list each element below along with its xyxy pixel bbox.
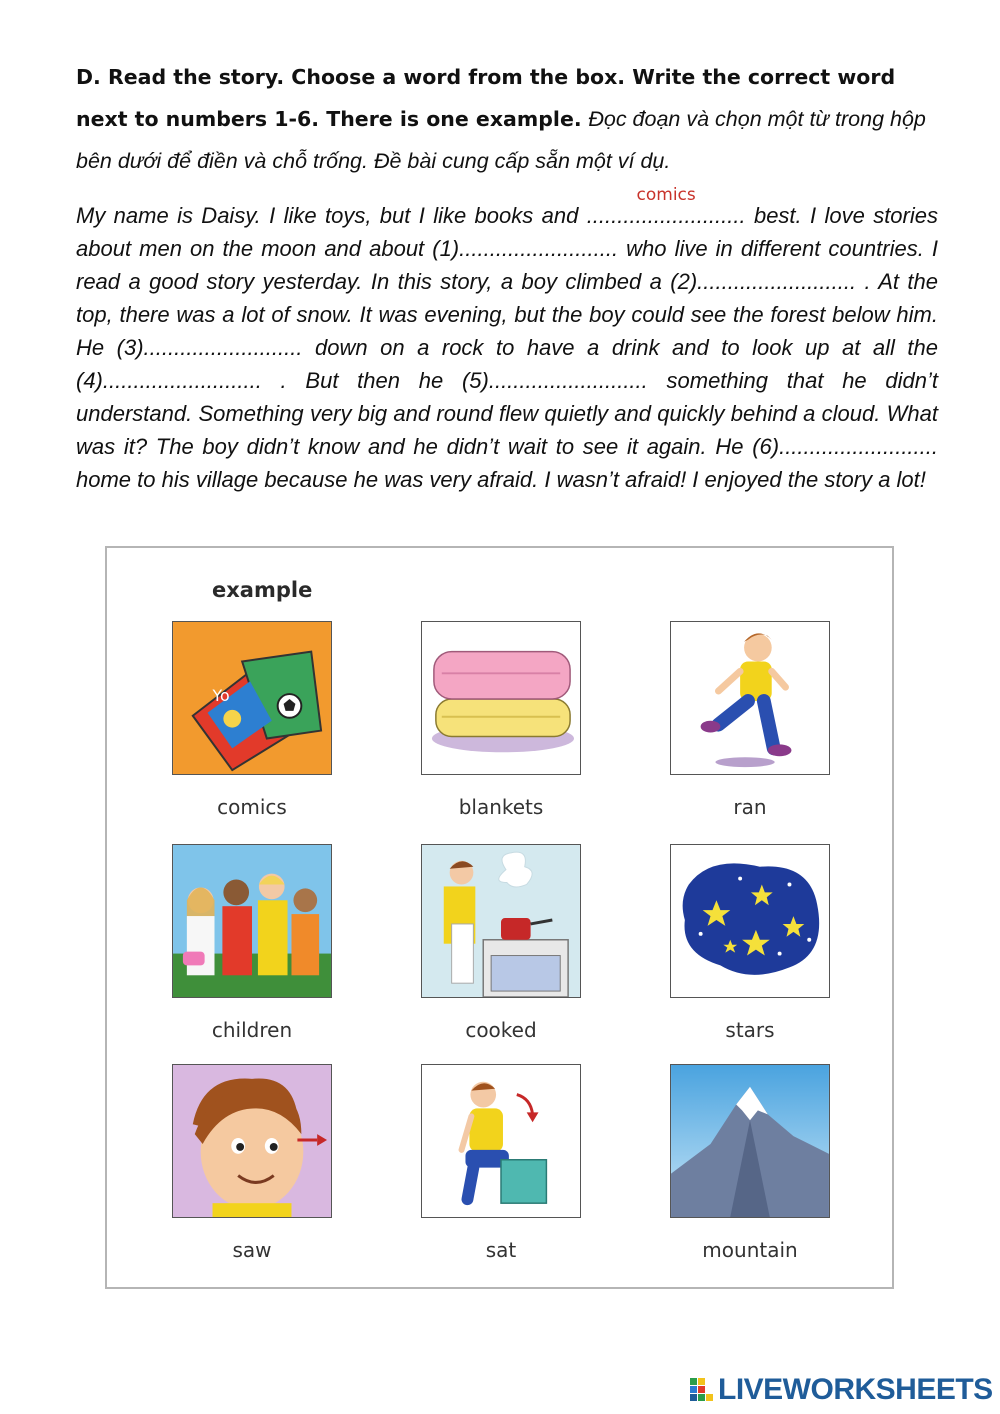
ran-picture [670, 621, 830, 775]
blank-3[interactable]: (3).......................... [116, 335, 303, 360]
story-text: . At the top, there was a lot of snow. It was evening, but the boy could see the forest below him. He [76, 269, 938, 360]
story-text: home to his village because he was very afraid. I wasn’t afraid! I enjoyed the story a lot! [76, 467, 926, 492]
saw-picture [172, 1064, 332, 1218]
word-sat: sat [485, 1238, 517, 1262]
mountain-picture [670, 1064, 830, 1218]
word-saw: saw [232, 1238, 272, 1262]
word-children: children [211, 1018, 293, 1042]
example-label: example [212, 578, 313, 602]
blank-5[interactable]: (5).......................... [461, 368, 648, 393]
card-stars [670, 844, 830, 1042]
blank-1[interactable]: (1).......................... [432, 236, 619, 261]
word-cooked: cooked [465, 1018, 537, 1042]
stars-picture [670, 844, 830, 998]
card-mountain [670, 1064, 830, 1262]
comics-picture [172, 621, 332, 775]
story-text: best. I love stories about men on the moon and about [76, 203, 938, 261]
cooked-picture [421, 844, 581, 998]
story-text: . But then he [261, 368, 462, 393]
story-text: something that he didn’t understand. Something very big and round flew quietly and quickly behind a cloud. What was it? The boy didn’t know and he didn’t wait to see it again. He [76, 368, 938, 459]
card-blankets [421, 621, 581, 819]
word-comics: comics [217, 795, 287, 819]
story-text: down on a rock to have a drink and to look up at all the [302, 335, 938, 360]
word-blankets: blankets [458, 795, 544, 819]
example-blank: .......................... comics [586, 185, 746, 228]
card-comics [172, 621, 332, 819]
word-mountain: mountain [702, 1238, 798, 1262]
word-stars: stars [725, 1018, 775, 1042]
children-picture [172, 844, 332, 998]
story-text: My name is Daisy. I like toys, but I like books and [76, 203, 587, 228]
svg-text:Yo: Yo [212, 685, 230, 705]
instructions [76, 56, 942, 182]
instruction-vietnamese: Đọc đoạn và chọn một từ trong hộp bên dưới để điền và chỗ trống. Đề bài cung cấp sẵn một ví dụ. [76, 107, 926, 173]
blankets-picture [421, 621, 581, 775]
blank-2[interactable]: (2).......................... [670, 269, 857, 294]
blank-6[interactable]: (6).......................... [752, 434, 938, 459]
card-ran [670, 621, 830, 819]
blank-4[interactable]: (4).......................... [76, 368, 262, 393]
liveworksheets-logo[interactable] [690, 1372, 993, 1408]
card-cooked [421, 844, 581, 1042]
card-saw [172, 1064, 332, 1262]
story-paragraph [76, 185, 939, 496]
sat-picture [421, 1064, 581, 1218]
card-sat [421, 1064, 581, 1262]
example-answer: comics [636, 185, 696, 205]
logo-mark-icon [690, 1378, 714, 1402]
instruction-text: D. Read the story. Choose a word from the box. Write the correct word next to numbers 1-6. There is one example. [76, 65, 896, 131]
logo-text: LIVEWORKSHEETS [718, 1373, 993, 1406]
word-ran: ran [733, 795, 767, 819]
card-children [172, 844, 332, 1042]
story-text: who live in different countries. I read a good story yesterday. In this story, a boy climbed a [76, 236, 939, 294]
